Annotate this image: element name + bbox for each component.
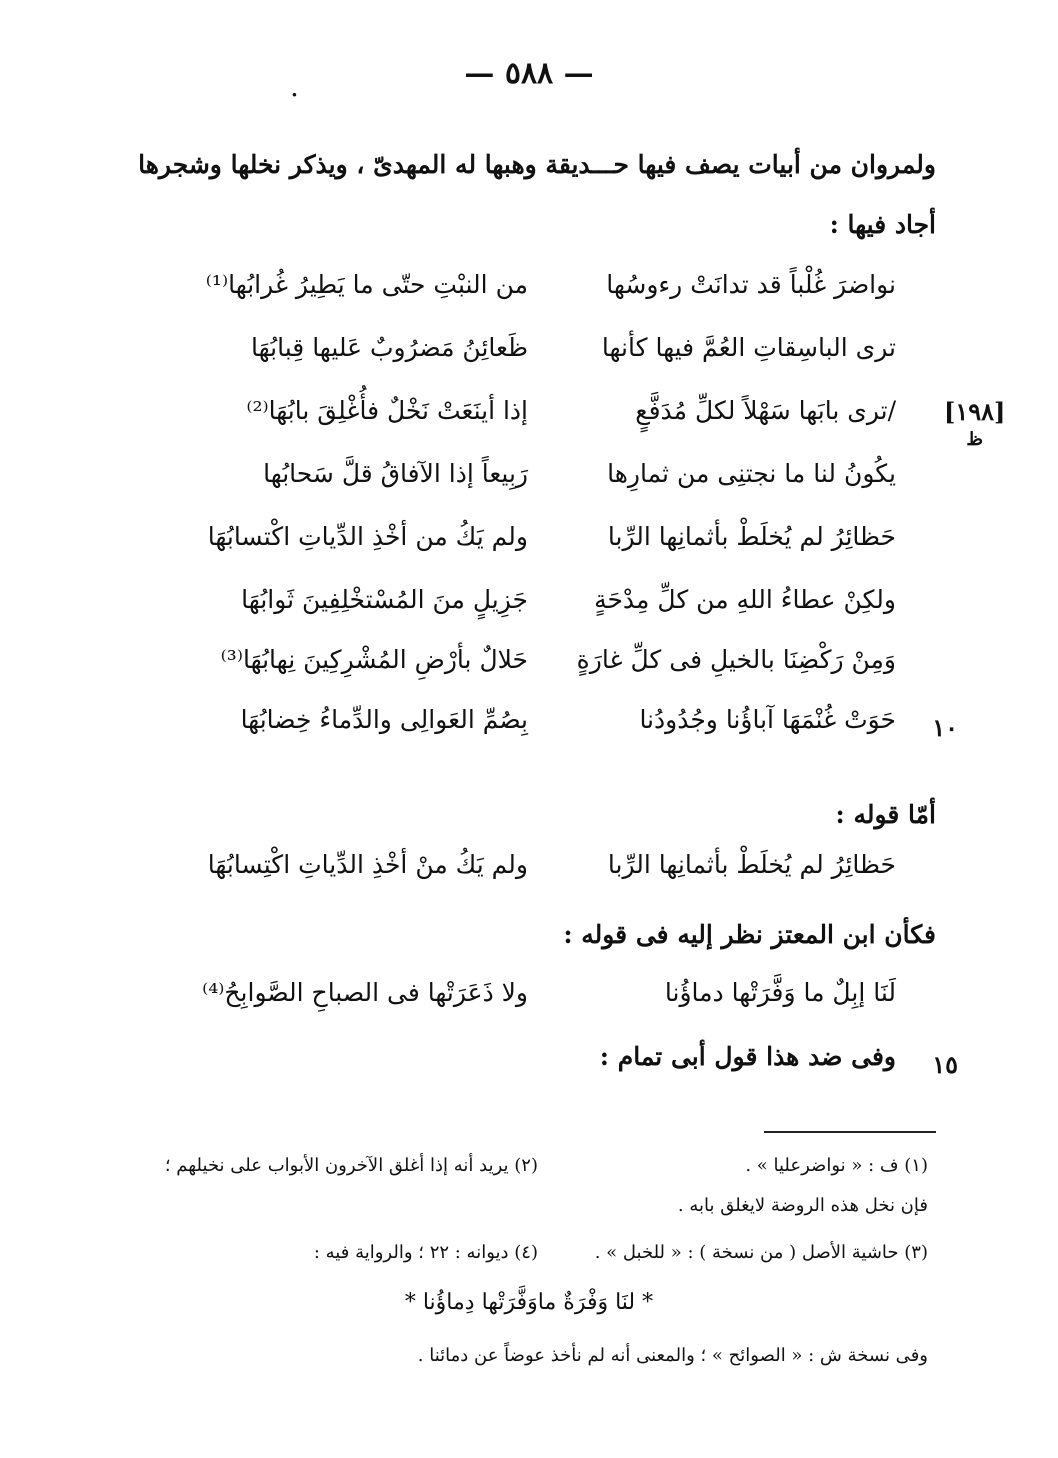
verse-hemistich-2: ولم يَكُ منْ أخْذِ الدِّياتِ اكْتِسابُهَا	[207, 850, 528, 879]
footnote-4-note: وفى نسخة ش : « الصوائح » ؛ والمعنى أنه لم نأخذ عوضاً عن دمائنا .	[417, 1345, 928, 1366]
verse-hemistich-1: ولكِنْ عطاءُ اللهِ من كلِّ مِدْحَةٍ	[594, 585, 896, 614]
verse-hemistich-1: لَنَا إبِلٌ ما وَفَّرَتْها دماؤُنا	[664, 978, 896, 1007]
verse-hemistich-1: نواضرَ غُلْباً قد تدانَتْ رءوسُها	[606, 270, 896, 299]
stray-dot: .	[290, 70, 299, 103]
footnote-4-verse: * لنَا وَفْرَةٌ ماوَفَّرَتْها دِماؤُنا *	[404, 1290, 654, 1315]
margin-bracket: [١٩٨]	[944, 397, 1006, 426]
footnote-2-cont: فإن نخل هذه الروضة لايغلق بابه .	[677, 1195, 928, 1216]
verse-hemistich-1: حَظائِرُ لم يُخلَطْ بأثمانِها الرِّبا	[607, 850, 896, 879]
footnote-3: (٣) حاشية الأصل ( من نسخة ) : « للخبل » .	[594, 1242, 928, 1263]
verse-hemistich-1: وَمِنْ رَكْضِنَا بالخيلِ فى كلِّ غارَةٍ	[576, 645, 896, 674]
poem-verse-3	[0, 396, 1058, 446]
intro-line-1: ولمروان من أبيات يصف فيها حـــديقة وهبها له المهدىّ ، ويذكر نخلها وشجرها	[138, 150, 936, 179]
verse-hemistich-2: من النبْتِ حتّى ما يَطِيرُ غُرابُها⁽¹⁾	[205, 270, 528, 299]
verse-hemistich-1: يكُونُ لنا ما نجتنِى من ثمارِها	[607, 459, 896, 488]
verse-hemistich-1: حَظائِرُ لم يُخلَطْ بأثمانِها الرِّبا	[607, 522, 896, 551]
verse-hemistich-2: جَزِيلٍ منَ المُسْتخْلِفِينَ ثَوابُهَا	[241, 585, 528, 614]
verse-hemistich-2: بِصُمِّ العَوالِى والدِّماءُ خِضابُهَا	[240, 705, 528, 734]
verse-hemistich-1: حَوَتْ غُنْمَهَا آباؤُنا وجُدُودُنا	[639, 705, 896, 734]
poem-verse-6	[0, 585, 1058, 635]
quoted-verse	[0, 850, 1058, 900]
poem-verse-5	[0, 522, 1058, 572]
poem-verse-2	[0, 333, 1058, 383]
poem-verse-4	[0, 459, 1058, 509]
section-label-2: فكأن ابن المعتز نظر إليه فى قوله :	[563, 920, 936, 949]
verse-hemistich-2: حَلالٌ بأرْضِ المُشْرِكِينَ نِهابُهَا⁽³⁾	[220, 645, 528, 674]
footnote-1: (١) ف : « نواضرعليا » .	[745, 1155, 928, 1176]
poem-verse-8	[0, 705, 1058, 755]
ibn-al-mutazz-verse	[0, 978, 1058, 1028]
footnote-4: (٤) ديوانه : ٢٢ ؛ والرواية فيه :	[313, 1242, 538, 1263]
section-label: أمّا قوله :	[835, 800, 936, 829]
poem-verse-1	[0, 270, 1058, 320]
line-number: ١٥	[932, 1050, 958, 1079]
intro-line-2: أجاد فيها :	[829, 210, 936, 239]
verse-hemistich-2: إذا أينَعَتْ نَخْلٌ فأُغْلِقَ بابُهَا⁽²⁾	[246, 396, 528, 425]
verse-hemistich-1: /ترى بابَها سَهْلاً لكلِّ مُدَفَّعٍ	[635, 396, 896, 425]
footnote-2: (٢) يريد أنه إذا أغلق الآخرون الأبواب على نخيلهم ؛	[164, 1155, 538, 1176]
verse-hemistich-2: ولا ذَعَرَتْها فى الصباحِ الصَّوابِحُ⁽⁴⁾	[202, 978, 528, 1007]
footnote-rule	[764, 1131, 936, 1133]
verse-hemistich-2: رَبِيعاً إذا الآفاقُ قلَّ سَحابُها	[263, 459, 528, 488]
margin-side: ظ	[966, 429, 984, 450]
verse-hemistich-1: ترى الباسِقاتِ العُمَّ فيها كأنها	[601, 333, 896, 362]
page-number: — ٥٨٨ —	[464, 56, 594, 91]
verse-hemistich-2: ولم يَكُ من أخْذِ الدِّياتِ اكْتسابُهَا	[207, 522, 528, 551]
verse-hemistich-2: ظَعائِنُ مَضرُوبٌ عَليها قِبابُهَا	[251, 333, 528, 362]
line-15-row	[0, 1042, 1058, 1092]
line-number: ١٠	[932, 713, 958, 742]
poem-verse-7	[0, 645, 1058, 695]
line-15-text: وفى ضد هذا قول أبى تمام :	[599, 1042, 896, 1071]
